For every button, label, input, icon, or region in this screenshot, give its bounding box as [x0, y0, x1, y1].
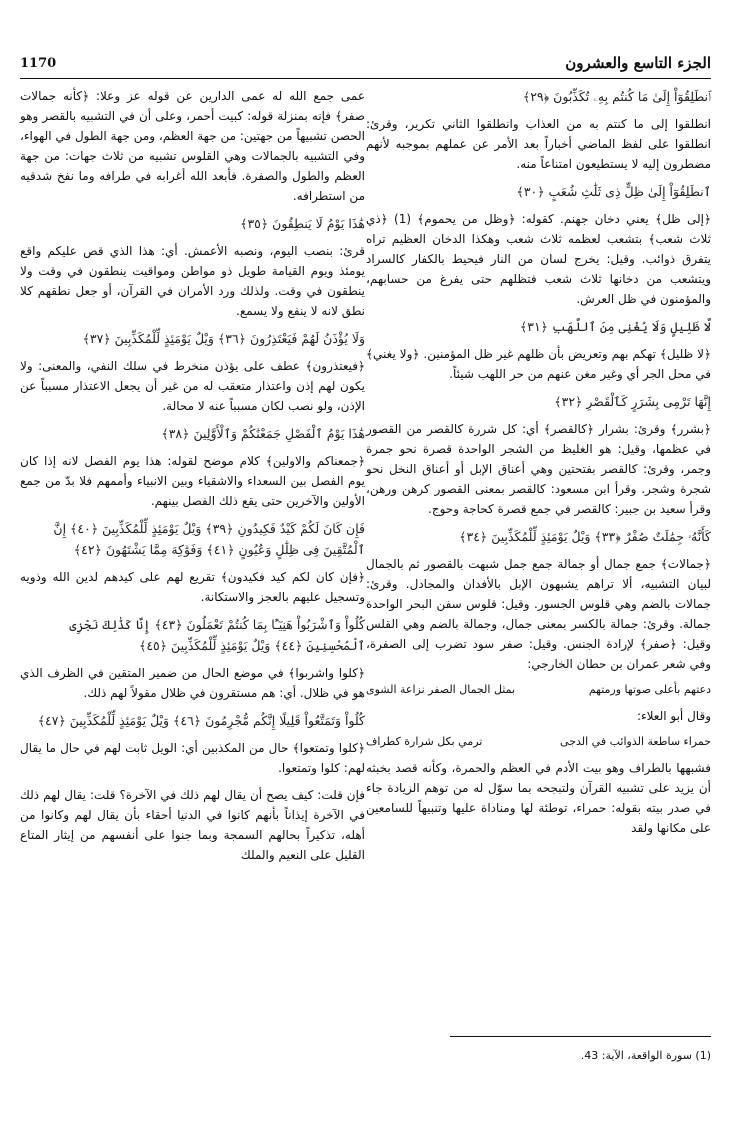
hemistich: دعتهم بأعلى صوتها ورمتهم — [588, 683, 711, 696]
commentary-paragraph: ﴿فيعتذرون﴾ عطف على يؤذن منخرط في سلك النفي، والمعنى: ولا يكون لهم إذن واعتذار متعقب له من غير أن يجعل الاعتذار مسبباً عن الإذن، ولو نصب لكان مسبباً عنه لا محالة. — [20, 359, 365, 413]
quran-verse: ٱنطَلِقُوٓاْ إِلَىٰ ظِلٍّ ذِى ثَلَٰثِ شُعَبٍ ﴿٣٠﴾ — [516, 184, 711, 199]
text-line: وقال أبو العلاء: — [636, 709, 711, 723]
commentary-paragraph: قرئ: بنصب اليوم، ونصبه الأعمش. أي: هذا الذي قص عليكم واقع يومئذ ويوم القيامة طويل ذو مواطن ومواقيت ينطقون في وقت ولا ينطقون في وقت. ولذلك ورد الأمران في القرآن، أو جعل نطقهم كلا نطق لانه لا ينفع ولا يسمع. — [20, 244, 365, 318]
quran-verse: كَأَنَّهُۥ جِمَٰلَتٌ صُفْرٌ ﴿٣٣﴾ وَيْلٌ يَوْمَئِذٍ لِّلْمُكَذِّبِينَ ﴿٣٤﴾ — [459, 529, 711, 544]
commentary-paragraph: ﴿إلى ظل﴾ يعني دخان جهنم. كقوله: ﴿وظل من يحموم﴾ (1) ﴿ذي ثلاث شعب﴾ بتشعب لعظمه ثلاث شعب وهكذا الدخان العظيم تراه يتفرق ذوائب. وقيل: يخرج لسان من النار فيحيط بالكفار كالسراد ويتشعب من دخانها ثلاث شعب فتظلهم حتى يفرغ من حسابهم، والمؤمنون في ظل العرش. — [366, 212, 711, 306]
left-column — [20, 86, 365, 872]
page-number: 1170 — [20, 56, 57, 71]
footnote: (1) سورة الواقعة، الآية: 43. — [580, 1049, 711, 1062]
commentary-paragraph: ﴿فإن كان لكم كيد فكيدون﴾ تقريع لهم على كيدهم لدين الله وذويه وتسجيل عليهم بالعجز والاستكانة. — [20, 570, 365, 604]
quran-verse: كُلُواْ وَتَمَتَّعُواْ قَلِيلًا إِنَّكُم مُّجْرِمُونَ ﴿٤٦﴾ وَيْلٌ يَوْمَئِذٍ لِّلْمُكَذِّبِينَ ﴿٤٧﴾ — [37, 713, 365, 728]
commentary-paragraph: ﴿جمعناكم والاولين﴾ كلام موضح لقوله: هذا يوم الفصل لانه إذا كان يوم الفصل بين السعداء والاشقياء وبين الانبياء وأممهم فلا بدّ من جمع الأولين والآخرين حتى يقع ذلك الفصل بينهم. — [20, 454, 365, 508]
commentary-paragraph: فشبهها بالطراف وهو بيت الأدم في العظم والحمرة، وكأنه قصد بخبثه أن يزيد على تشبيه القرآن ولتبجحه بما سوّل له من توهم الزيادة جاء في صدر بيته بقوله: حمراء، توطئة لها ومناداة عليها وتنبيهاً للسامعين على مكانها ولقد — [366, 761, 711, 835]
quran-verse: ٱنطَلِقُوٓاْ إِلَىٰ مَا كُنتُم بِهِۦ تُكَذِّبُونَ ﴿٢٩﴾ — [522, 89, 711, 104]
commentary-paragraph: ﴿لا ظليل﴾ تهكم بهم وتعريض بأن ظلهم غير ظل المؤمنين. ﴿ولا يغني﴾ في محل الجر أي وغير مغن عنهم من حر اللهب شيئاً. — [366, 347, 711, 381]
poetry-couplet — [366, 681, 711, 699]
quran-verse: هَٰذَا يَوْمُ لَا يَنطِقُونَ ﴿٣٥﴾ — [240, 216, 365, 231]
poetry-couplet — [366, 733, 711, 751]
header-title: الجزء التاسع والعشرون — [565, 54, 711, 72]
quran-verse: إِنَّهَا تَرْمِى بِشَرَرٍ كَٱلْقَصْرِ ﴿٣٢﴾ — [554, 394, 711, 409]
commentary-paragraph: انطلقوا إلى ما كنتم به من العذاب وانطلقوا الثاني تكرير، وقرئ: انطلقوا على لفظ الماضي أخباراً بعد الأمر عن عملهم بموجبه لأنهم مضطرون إليه لا يستطيعون امتناعاً منه. — [366, 117, 711, 171]
right-column — [366, 86, 711, 845]
quran-verse: وَلَا يُؤْذَنُ لَهُمْ فَيَعْتَذِرُونَ ﴿٣٦﴾ وَيْلٌ يَوْمَئِذٍ لِّلْمُكَذِّبِينَ ﴿٣٧﴾ — [82, 331, 365, 346]
hemistich: ترمي بكل شرارة كطراف — [366, 735, 483, 748]
commentary-paragraph: ﴿كلوا واشربوا﴾ في موضع الحال من ضمير المتقين في الظرف الذي هو في ظلال. أي: هم مستقرون في ظلال مقولاً لهم ذلك. — [20, 666, 365, 700]
hemistich: حمراء ساطعة الذوائب في الدجى — [560, 735, 711, 748]
quran-verse: كُلُواْ وَٱشْرَبُواْ هَنِيٓـًٔا بِمَا كُنتُمْ تَعْمَلُونَ ﴿٤٣﴾ إِنَّا كَذَٰلِكَ نَجْزِى ٱلْمُحْسِنِينَ ﴿٤٤﴾ وَيْلٌ يَوْمَئِذٍ لِّلْمُكَذِّبِينَ ﴿٤٥﴾ — [69, 617, 365, 653]
quran-verse: لَّا ظَلِيلٍ وَلَا يُغْنِى مِنَ ٱللَّهَبِ ﴿٣١﴾ — [519, 319, 711, 334]
quran-verse: فَإِن كَانَ لَكُمْ كَيْدٌ فَكِيدُونِ ﴿٣٩﴾ وَيْلٌ يَوْمَئِذٍ لِّلْمُكَذِّبِينَ ﴿٤٠﴾ إِنَّ ٱلْمُتَّقِينَ فِى ظِلَٰلٍ وَعُيُونٍ ﴿٤١﴾ وَفَوَٰكِهَ مِمَّا يَشْتَهُونَ ﴿٤٢﴾ — [53, 521, 365, 557]
commentary-paragraph: عمى جمع الله له عمى الدارين عن قوله عز وعلا: ﴿كأنه جمالات صفر﴾ فإنه بمنزلة قوله: كبيت أحمر، وعلى أن في التشبيه بالقصر وهو الحصن تشبيهاً من جهتين: من جهة العظم، ومن جهة الطول في الهواء، وفي التشبيه بالجمالات وهي القلوس تشبيه من ثلاث جهات: من جهة العظم والطول والصفرة. فأبعد الله أغرابه في طرافه وما نفخ شدقيه من استطرافه. — [20, 89, 365, 203]
commentary-paragraph: ﴿بشرر﴾ وقرئ: بشرار ﴿كالقصر﴾ أي: كل شررة كالقصر من القصور في عظمها، وقيل: هو الغليظ من الشجر الواحدة قصرة نحو جمرة وجمر، وقرئ: كالقصر بفتحتين وهي أعناق الإبل أو أعناق النخل نحو شجرة وشجر. وقرأ ابن مسعود: كالقصر بمعنى القصور كرهن ورهن، وقرأ سعيد بن جبير: كالقصر في جمع قصرة كحاجة وحوج. — [366, 422, 711, 516]
footnote-divider — [450, 1036, 711, 1037]
commentary-paragraph: ﴿جمالات﴾ جمع جمال أو جمالة جمع جمل شبهت بالقصور ثم بالجمال لبيان التشبيه، ألا تراهم يشبهون الإبل بالأفدان والمجادل. وقرئ: جمالات بالضم وهي قلوس الجسور. وقيل: قلوس سفن البحر الواحدة جمالة. وقرئ: جمالة بالكسر بمعنى جمال، وجمالة بالضم وهي القلس وقيل: ﴿صفر﴾ لإرادة الجنس. وقيل: صفر سود تضرب إلى الصفرة، وفي شعر عمران بن حطان الخارجي: — [366, 557, 711, 671]
hemistich: بمثل الجمال الصفر نزاعة الشوى — [366, 683, 516, 696]
commentary-paragraph: ﴿كلوا وتمتعوا﴾ حال من المكذبين أي: الويل ثابت لهم في حال ما يقال لهم: كلوا وتمتعوا. — [20, 741, 365, 775]
commentary-paragraph: فإن قلت: كيف يصح أن يقال لهم ذلك في الآخرة؟ قلت: يقال لهم ذلك في الآخرة إيذاناً بأنهم كانوا في الدنيا أحقاء بأن يقال لهم وكانوا من أهله، تذكيراً بحالهم السمجة وبما جنوا على أنفسهم من إيثار المتاع القليل على النعيم والملك — [20, 788, 365, 862]
page-header — [20, 54, 711, 79]
quran-verse: هَٰذَا يَوْمُ ٱلْفَصْلِ جَمَعْنَٰكُمْ وَٱلْأَوَّلِينَ ﴿٣٨﴾ — [161, 426, 365, 441]
